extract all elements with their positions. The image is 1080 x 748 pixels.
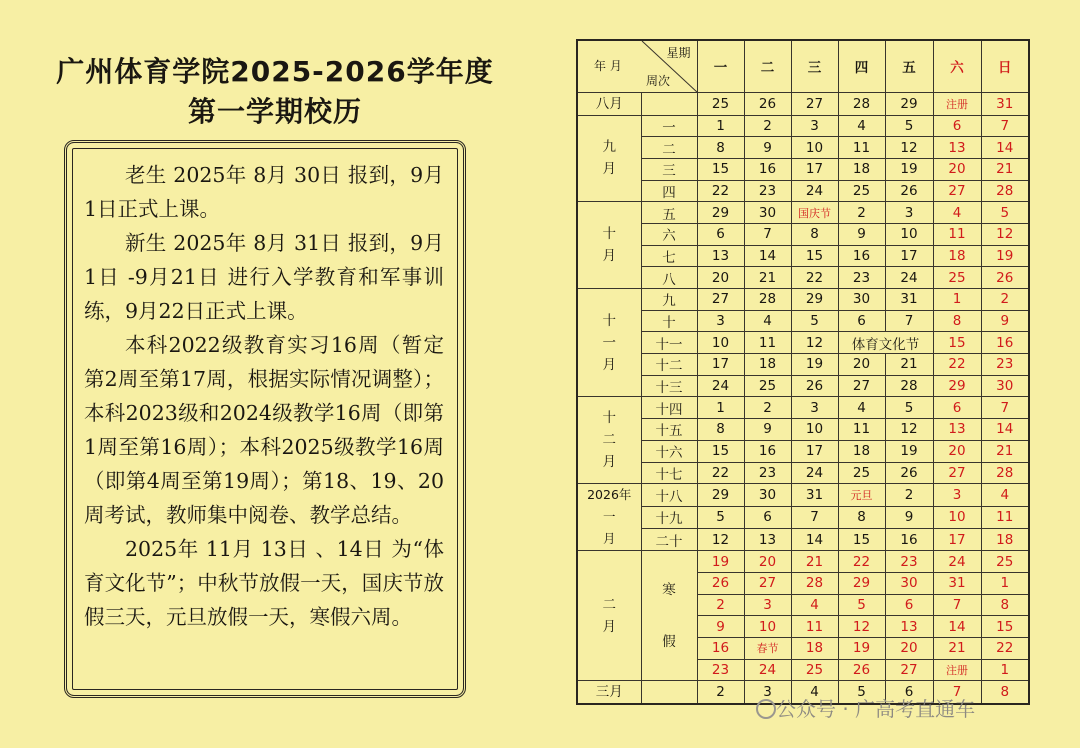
day-cell: 20 (885, 637, 933, 659)
day-cell: 15 (933, 332, 981, 354)
calendar-week-row (577, 506, 1029, 528)
week-number: 二 (641, 137, 697, 159)
day-cell: 19 (838, 637, 885, 659)
corner-week-label: 周次 (646, 73, 671, 88)
day-cell: 29 (838, 572, 885, 594)
day-cell: 25 (697, 92, 744, 115)
day-cell: 24 (791, 180, 838, 202)
day-cell: 10 (791, 419, 838, 441)
day-cell: 10 (885, 223, 933, 245)
day-cell: 15 (981, 616, 1029, 638)
day-cell: 17 (791, 440, 838, 462)
day-cell: 10 (697, 332, 744, 354)
day-cell: 国庆节 (791, 202, 838, 224)
day-cell: 21 (885, 354, 933, 376)
week-number: 十 (641, 310, 697, 332)
day-cell: 21 (744, 267, 791, 289)
day-cell: 13 (933, 419, 981, 441)
watermark-text: 公众号 · 广高考直通车 (776, 697, 976, 721)
day-cell: 13 (744, 528, 791, 550)
day-cell: 21 (933, 637, 981, 659)
day-cell: 10 (791, 137, 838, 159)
week-number: 十四 (641, 397, 697, 419)
day-cell: 7 (933, 681, 981, 705)
week-number: 四 (641, 180, 697, 202)
day-cell: 29 (933, 375, 981, 397)
calendar-week-row (577, 289, 1029, 311)
day-cell: 11 (933, 223, 981, 245)
day-cell: 7 (744, 223, 791, 245)
calendar-subtitle: 第一学期校历 (187, 95, 362, 128)
day-cell: 3 (933, 484, 981, 506)
day-cell: 27 (838, 375, 885, 397)
calendar-week-row (577, 462, 1029, 484)
month-label-oct: 十 月 (577, 202, 641, 289)
week-number: 十七 (641, 462, 697, 484)
day-cell: 24 (933, 551, 981, 573)
day-cell: 29 (697, 484, 744, 506)
day-cell: 23 (744, 462, 791, 484)
day-cell: 4 (981, 484, 1029, 506)
day-cell: 5 (697, 506, 744, 528)
day-cell: 3 (791, 115, 838, 137)
day-cell: 23 (981, 354, 1029, 376)
day-cell: 23 (697, 659, 744, 681)
day-cell: 17 (933, 528, 981, 550)
day-cell: 31 (791, 484, 838, 506)
day-cell: 8 (981, 594, 1029, 616)
day-cell: 16 (697, 637, 744, 659)
week-number (641, 92, 697, 115)
day-cell: 9 (697, 616, 744, 638)
day-cell: 20 (838, 354, 885, 376)
day-cell: 26 (885, 462, 933, 484)
day-cell: 14 (981, 419, 1029, 441)
notice-text (84, 158, 444, 634)
day-cell: 6 (697, 223, 744, 245)
day-cell: 17 (791, 158, 838, 180)
day-cell: 23 (744, 180, 791, 202)
day-cell: 12 (885, 137, 933, 159)
day-cell: 30 (981, 375, 1029, 397)
day-cell: 9 (744, 419, 791, 441)
day-cell: 9 (744, 137, 791, 159)
day-cell: 19 (885, 158, 933, 180)
day-cell: 春节 (744, 637, 791, 659)
day-cell: 27 (791, 92, 838, 115)
day-cell: 6 (885, 681, 933, 705)
day-cell: 19 (885, 440, 933, 462)
day-cell: 14 (933, 616, 981, 638)
day-cell: 23 (838, 267, 885, 289)
week-number: 十八 (641, 484, 697, 506)
day-cell: 3 (885, 202, 933, 224)
header-day-5: 五 (885, 40, 933, 92)
day-cell: 注册 (933, 659, 981, 681)
day-cell: 1 (981, 659, 1029, 681)
day-cell: 18 (838, 158, 885, 180)
week-number: 九 (641, 289, 697, 311)
day-cell: 13 (697, 245, 744, 267)
day-cell: 7 (885, 310, 933, 332)
day-cell: 20 (697, 267, 744, 289)
day-cell: 4 (838, 397, 885, 419)
week-number: 三 (641, 158, 697, 180)
day-cell: 16 (744, 158, 791, 180)
header-day-4: 四 (838, 40, 885, 92)
day-cell: 31 (885, 289, 933, 311)
calendar-week-row (577, 440, 1029, 462)
day-cell: 22 (838, 551, 885, 573)
day-cell: 22 (697, 462, 744, 484)
day-cell: 9 (885, 506, 933, 528)
day-cell: 27 (744, 572, 791, 594)
day-cell: 6 (744, 506, 791, 528)
day-cell: 25 (838, 180, 885, 202)
calendar-week-row (577, 223, 1029, 245)
notice-paragraph-holidays: 2025年 11月 13日 、14日 为“体育文化节”；中秋节放假一天，国庆节放假三天，元旦放假一天，寒假六周。 (84, 537, 444, 629)
day-cell: 18 (838, 440, 885, 462)
day-cell: 29 (791, 289, 838, 311)
day-cell: 27 (697, 289, 744, 311)
week-number: 十三 (641, 375, 697, 397)
school-calendar-table (576, 39, 1030, 705)
calendar-week-row (577, 332, 1029, 354)
day-cell: 30 (744, 202, 791, 224)
calendar-title: 广州体育学院2025-2026学年度 (56, 55, 494, 88)
day-cell: 5 (885, 397, 933, 419)
day-cell: 24 (885, 267, 933, 289)
day-cell: 4 (933, 202, 981, 224)
week-number: 六 (641, 223, 697, 245)
day-cell: 13 (933, 137, 981, 159)
day-cell: 9 (981, 310, 1029, 332)
day-cell: 1 (981, 572, 1029, 594)
header-day-1: 一 (697, 40, 744, 92)
corner-weekday-label: 星期 (666, 46, 691, 60)
day-cell: 29 (697, 202, 744, 224)
day-cell: 2 (744, 115, 791, 137)
day-cell: 12 (885, 419, 933, 441)
day-cell: 23 (885, 551, 933, 573)
day-cell: 21 (791, 551, 838, 573)
day-cell: 11 (791, 616, 838, 638)
notice-paragraph-old-students: 老生 2025年 8月 30日 报到，9月1日正式上课。 (84, 163, 444, 221)
month-label-feb: 二 月 (577, 551, 641, 681)
day-cell: 7 (791, 506, 838, 528)
day-cell: 5 (885, 115, 933, 137)
day-cell: 16 (885, 528, 933, 550)
week-number: 十五 (641, 419, 697, 441)
calendar-week-row (577, 115, 1029, 137)
calendar-week-row (577, 158, 1029, 180)
day-cell: 11 (838, 137, 885, 159)
day-cell: 25 (791, 659, 838, 681)
day-cell: 20 (933, 440, 981, 462)
calendar-week-row (577, 484, 1029, 506)
day-cell: 28 (981, 462, 1029, 484)
day-cell: 18 (981, 528, 1029, 550)
month-label-jan: 2026年 一 月 (577, 484, 641, 551)
day-cell: 22 (791, 267, 838, 289)
day-cell: 22 (933, 354, 981, 376)
day-cell: 27 (933, 180, 981, 202)
day-cell: 16 (744, 440, 791, 462)
day-cell: 17 (697, 354, 744, 376)
day-cell: 5 (791, 310, 838, 332)
calendar-week-row (577, 310, 1029, 332)
header-day-3: 三 (791, 40, 838, 92)
week-number: 二十 (641, 528, 697, 550)
calendar-week-row (577, 137, 1029, 159)
day-cell: 6 (933, 397, 981, 419)
calendar-week-row (577, 267, 1029, 289)
calendar-week-row (577, 551, 1029, 573)
day-cell: 6 (933, 115, 981, 137)
day-cell: 18 (933, 245, 981, 267)
day-cell: 25 (744, 375, 791, 397)
day-cell: 26 (791, 375, 838, 397)
day-cell: 11 (744, 332, 791, 354)
calendar-week-row (577, 397, 1029, 419)
culture-festival-cell: 体育文化节 (838, 332, 933, 354)
calendar-week-row (577, 202, 1029, 224)
day-cell: 12 (981, 223, 1029, 245)
day-cell: 13 (885, 616, 933, 638)
header-day-7: 日 (981, 40, 1029, 92)
corner-month-label: 年 月 (594, 59, 622, 73)
month-label-dec: 十 二 月 (577, 397, 641, 484)
calendar-week-row (577, 419, 1029, 441)
day-cell: 28 (885, 375, 933, 397)
day-cell: 8 (697, 137, 744, 159)
day-cell: 20 (744, 551, 791, 573)
day-cell: 3 (791, 397, 838, 419)
header-day-6: 六 (933, 40, 981, 92)
day-cell: 4 (838, 115, 885, 137)
day-cell: 2 (697, 594, 744, 616)
day-cell: 4 (791, 594, 838, 616)
day-cell: 14 (791, 528, 838, 550)
day-cell: 28 (838, 92, 885, 115)
day-cell: 18 (791, 637, 838, 659)
day-cell: 8 (791, 223, 838, 245)
day-cell: 12 (838, 616, 885, 638)
day-cell: 28 (981, 180, 1029, 202)
week-number: 八 (641, 267, 697, 289)
calendar-week-row (577, 245, 1029, 267)
day-cell: 7 (933, 594, 981, 616)
day-cell: 26 (838, 659, 885, 681)
day-cell: 11 (981, 506, 1029, 528)
day-cell: 3 (744, 681, 791, 705)
header-corner-cell (577, 40, 697, 92)
day-cell: 3 (697, 310, 744, 332)
day-cell: 12 (791, 332, 838, 354)
day-cell: 19 (791, 354, 838, 376)
day-cell: 6 (885, 594, 933, 616)
day-cell: 8 (981, 681, 1029, 705)
day-cell: 5 (981, 202, 1029, 224)
day-cell: 27 (933, 462, 981, 484)
calendar-week-row (577, 354, 1029, 376)
calendar-week-row (577, 375, 1029, 397)
month-label-mar: 三月 (577, 681, 641, 705)
day-cell: 7 (981, 115, 1029, 137)
notice-paragraph-teaching-weeks: 本科2022级教育实习16周（暂定第2周至第17周，根据实际情况调整）；本科2023级和2024级教学16周（即第1周至第16周）；本科2025级教学16周（即第4周至第19周）；第18、19、20周考试，教师集中阅卷、教学总结。 (84, 333, 444, 527)
day-cell: 2 (981, 289, 1029, 311)
day-cell: 25 (838, 462, 885, 484)
day-cell: 24 (791, 462, 838, 484)
week-number: 十六 (641, 440, 697, 462)
day-cell: 6 (838, 310, 885, 332)
day-cell: 5 (838, 594, 885, 616)
day-cell: 12 (697, 528, 744, 550)
day-cell: 2 (838, 202, 885, 224)
day-cell: 28 (791, 572, 838, 594)
day-cell: 22 (981, 637, 1029, 659)
week-number: 十一 (641, 332, 697, 354)
week-number: 十九 (641, 506, 697, 528)
day-cell: 4 (744, 310, 791, 332)
day-cell: 25 (981, 551, 1029, 573)
day-cell: 26 (697, 572, 744, 594)
day-cell: 31 (981, 92, 1029, 115)
day-cell: 1 (697, 397, 744, 419)
day-cell: 15 (791, 245, 838, 267)
day-cell: 20 (933, 158, 981, 180)
day-cell: 16 (838, 245, 885, 267)
day-cell: 30 (885, 572, 933, 594)
day-cell: 8 (933, 310, 981, 332)
day-cell: 27 (885, 659, 933, 681)
day-cell: 21 (981, 158, 1029, 180)
day-cell: 25 (933, 267, 981, 289)
day-cell: 元旦 (838, 484, 885, 506)
month-label-nov: 十 一 月 (577, 289, 641, 397)
week-number (641, 681, 697, 705)
day-cell: 1 (933, 289, 981, 311)
day-cell: 10 (933, 506, 981, 528)
day-cell: 28 (744, 289, 791, 311)
day-cell: 15 (838, 528, 885, 550)
day-cell: 26 (981, 267, 1029, 289)
day-cell: 22 (697, 180, 744, 202)
day-cell: 14 (744, 245, 791, 267)
day-cell: 1 (697, 115, 744, 137)
day-cell: 24 (697, 375, 744, 397)
day-cell: 31 (933, 572, 981, 594)
day-cell: 30 (838, 289, 885, 311)
day-cell: 7 (981, 397, 1029, 419)
week-number: 一 (641, 115, 697, 137)
day-cell: 2 (697, 681, 744, 705)
day-cell: 30 (744, 484, 791, 506)
calendar-week-row (577, 180, 1029, 202)
day-cell: 19 (697, 551, 744, 573)
header-day-2: 二 (744, 40, 791, 92)
day-cell: 9 (838, 223, 885, 245)
day-cell: 8 (838, 506, 885, 528)
day-cell: 18 (744, 354, 791, 376)
winter-break-label: 寒 假 (641, 551, 697, 681)
day-cell: 15 (697, 158, 744, 180)
day-cell: 3 (744, 594, 791, 616)
week-number: 七 (641, 245, 697, 267)
notice-paragraph-new-students: 新生 2025年 8月 31日 报到，9月1日 -9月21日 进行入学教育和军事训练，9月22日正式上课。 (84, 231, 444, 323)
day-cell: 26 (744, 92, 791, 115)
day-cell: 10 (744, 616, 791, 638)
day-cell: 4 (791, 681, 838, 705)
day-cell: 29 (885, 92, 933, 115)
day-cell: 16 (981, 332, 1029, 354)
month-label-sep: 九 月 (577, 115, 641, 202)
day-cell: 2 (885, 484, 933, 506)
day-cell: 17 (885, 245, 933, 267)
week-number: 十二 (641, 354, 697, 376)
day-cell: 19 (981, 245, 1029, 267)
day-cell: 24 (744, 659, 791, 681)
calendar-week-row (577, 528, 1029, 550)
week-number: 五 (641, 202, 697, 224)
day-cell: 14 (981, 137, 1029, 159)
day-cell: 21 (981, 440, 1029, 462)
day-cell: 11 (838, 419, 885, 441)
day-cell: 15 (697, 440, 744, 462)
calendar-week-row (577, 92, 1029, 115)
day-cell: 2 (744, 397, 791, 419)
month-label-aug: 八月 (577, 92, 641, 115)
day-cell: 8 (697, 419, 744, 441)
day-cell: 5 (838, 681, 885, 705)
wechat-icon (756, 699, 776, 719)
day-cell: 26 (885, 180, 933, 202)
day-cell: 注册 (933, 92, 981, 115)
